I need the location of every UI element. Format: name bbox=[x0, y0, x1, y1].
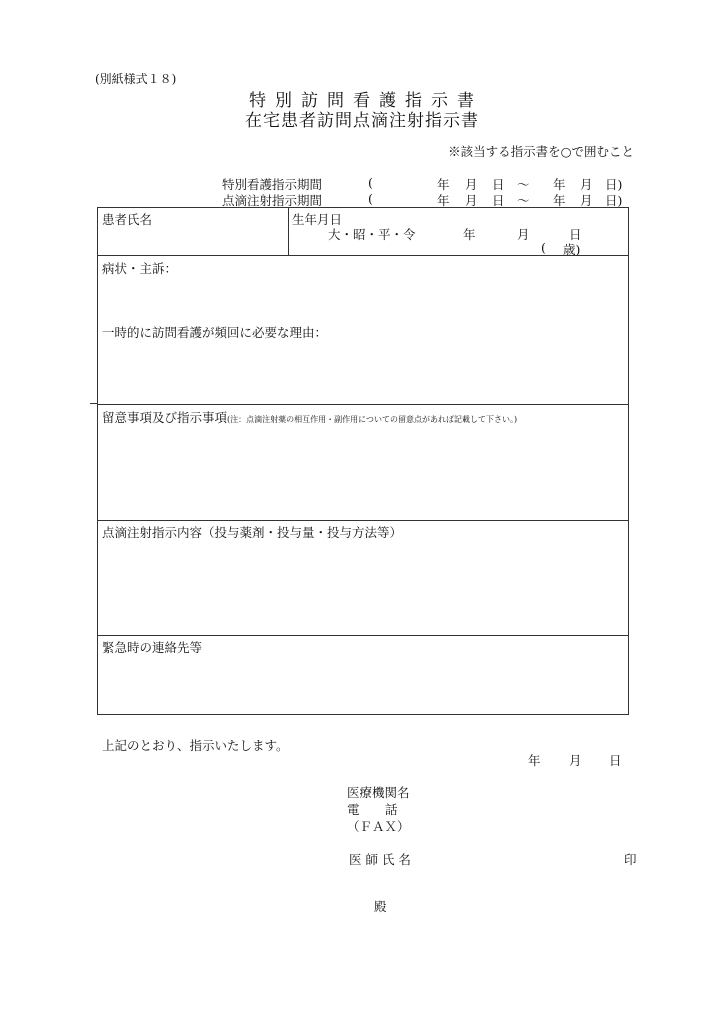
period-month: 月 bbox=[465, 193, 478, 208]
remarks-heading bbox=[102, 408, 517, 426]
instruction-note: ※該当する指示書を○で囲むこと bbox=[448, 144, 634, 159]
row-divider bbox=[98, 635, 628, 636]
age-label: 歳) bbox=[563, 242, 581, 257]
seal-mark: 印 bbox=[624, 852, 637, 867]
drip-instruction-label: 点滴注射指示内容（投与薬剤・投与量・投与方法等） bbox=[102, 525, 403, 540]
row-divider bbox=[98, 255, 628, 256]
period-label: 特別看護指示期間 bbox=[222, 177, 323, 192]
remarks-label: 留意事項及び指示事項 bbox=[102, 410, 228, 425]
period-year: 年 bbox=[437, 177, 450, 192]
institution-label: 医療機関名 bbox=[347, 785, 410, 800]
birth-date-label: 生年月日 bbox=[292, 212, 343, 227]
period-day2: 日) bbox=[605, 177, 623, 192]
row-divider bbox=[98, 404, 628, 405]
period-year2: 年 bbox=[553, 177, 566, 192]
period-tilde: ～ bbox=[517, 193, 530, 208]
addressee-label: 殿 bbox=[374, 899, 387, 914]
date-year-label: 年 bbox=[528, 753, 541, 768]
frequent-visit-reason-label: 一時的に訪問看護が頻回に必要な理由： bbox=[102, 325, 328, 340]
form-number: (別紙様式１８) bbox=[95, 72, 177, 86]
age-open: ( bbox=[541, 240, 546, 255]
emergency-contact-label: 緊急時の連絡先等 bbox=[102, 640, 203, 655]
instruction-table bbox=[97, 207, 629, 715]
cell-divider bbox=[288, 208, 289, 255]
date-month-label: 月 bbox=[569, 753, 582, 768]
period-label: 点滴注射指示期間 bbox=[222, 193, 323, 208]
birth-month-label: 月 bbox=[517, 227, 530, 242]
period-day: 日 bbox=[492, 193, 505, 208]
period-month2: 月 bbox=[580, 177, 593, 192]
period-month: 月 bbox=[465, 177, 478, 192]
patient-name-label: 患者氏名 bbox=[102, 212, 153, 227]
statement: 上記のとおり、指示いたします。 bbox=[102, 738, 289, 753]
period-day: 日 bbox=[492, 177, 505, 192]
remarks-note: (注：点滴注射薬の相互作用・副作用についての留意点があれば記載して下さい。) bbox=[227, 415, 518, 424]
date-day-label: 日 bbox=[609, 753, 622, 768]
period-tilde: ～ bbox=[517, 177, 530, 192]
period-open: ( bbox=[368, 175, 373, 190]
fax-label: （ＦＡＸ） bbox=[347, 819, 410, 834]
document-title: 特別訪問看護指示書 bbox=[249, 91, 483, 111]
phone-label-2: 話 bbox=[385, 802, 398, 817]
era-options: 大・昭・平・令 bbox=[328, 227, 416, 242]
row-divider bbox=[98, 520, 628, 521]
period-month2: 月 bbox=[580, 193, 593, 208]
period-day2: 日) bbox=[605, 193, 623, 208]
period-year2: 年 bbox=[553, 193, 566, 208]
birth-year-label: 年 bbox=[463, 227, 476, 242]
doctor-name-label: 医 師 氏 名 bbox=[349, 852, 411, 867]
symptoms-label: 病状・主訴： bbox=[102, 261, 178, 276]
period-year: 年 bbox=[437, 193, 450, 208]
margin-tick bbox=[90, 403, 98, 404]
period-open: ( bbox=[368, 191, 373, 206]
birth-day-label: 日 bbox=[569, 227, 582, 242]
document-subtitle: 在宅患者訪問点滴注射指示書 bbox=[245, 111, 479, 131]
phone-label-1: 電 bbox=[347, 802, 360, 817]
